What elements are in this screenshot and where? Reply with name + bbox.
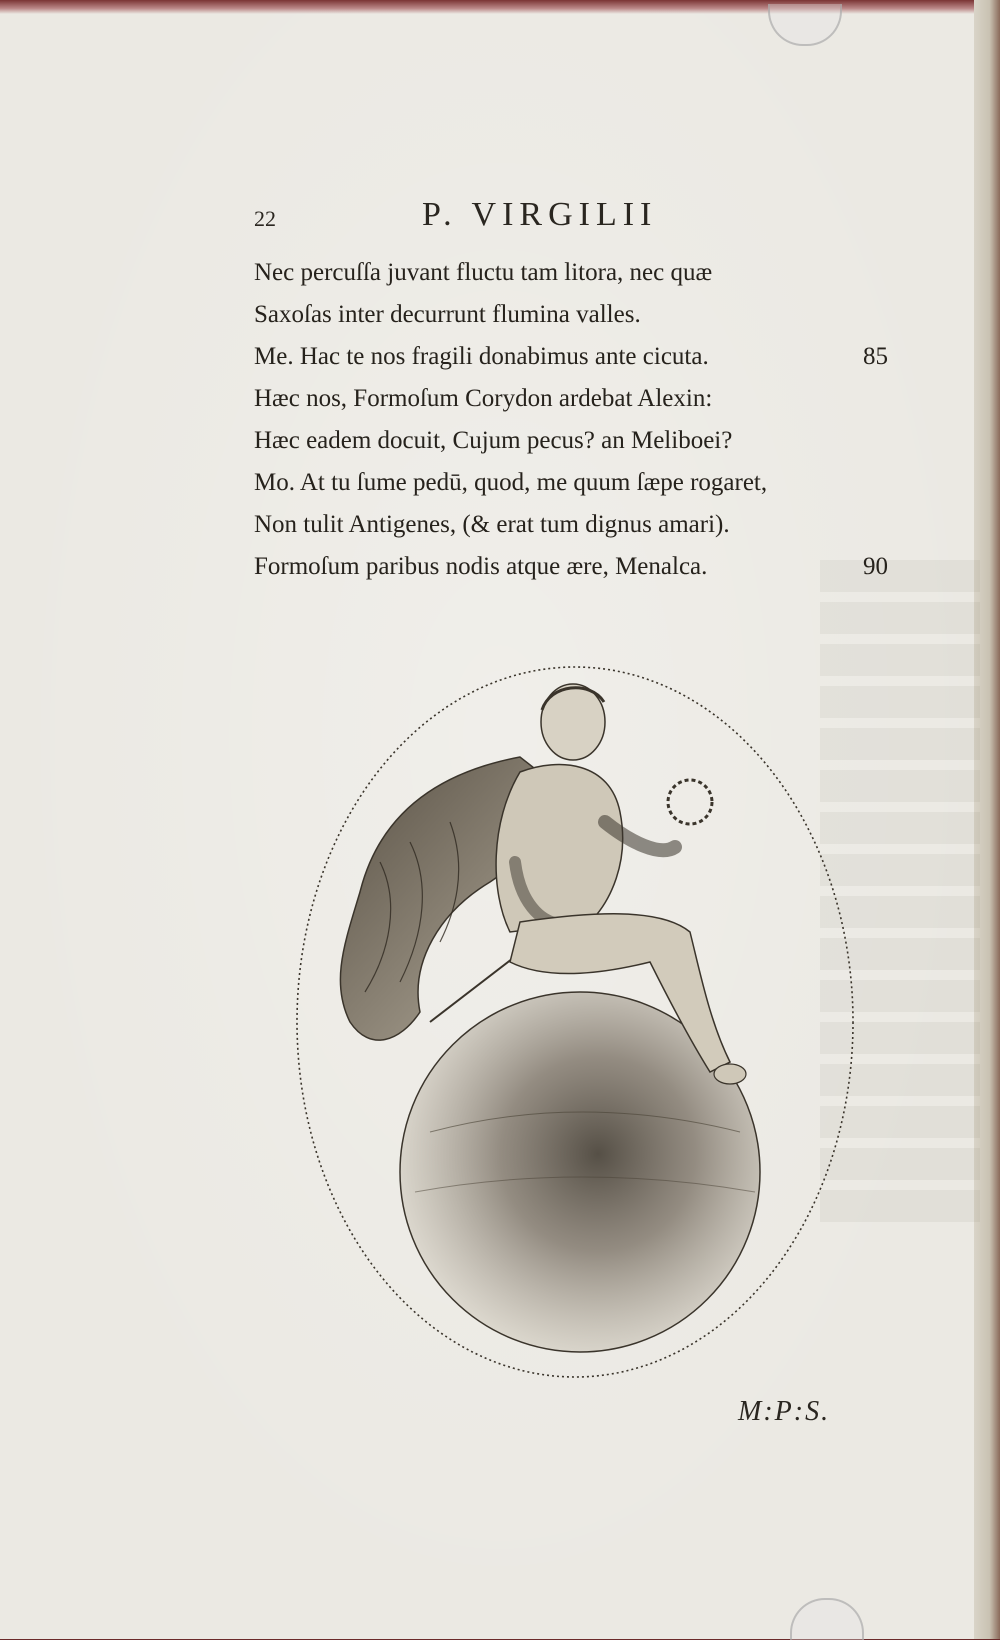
oval-engraving <box>290 662 860 1382</box>
page-clip-top <box>768 4 842 46</box>
verse-line <box>254 252 894 294</box>
verse-line <box>254 462 894 504</box>
wreath-in-hand <box>668 780 712 824</box>
verse-text: Formoſum paribus nodis atque ære, Menalca. <box>254 553 708 580</box>
running-title: P. VIRGILII <box>422 196 658 233</box>
figure-foot <box>714 1064 746 1084</box>
page-top-edge <box>0 0 1000 14</box>
verse-line <box>254 336 894 378</box>
verse-line <box>254 420 894 462</box>
verse-text: Hæc nos, Formoſum Corydon ardebat Alexin: <box>254 385 713 412</box>
page-clip-bottom <box>790 1598 864 1640</box>
figure-torso <box>496 765 623 932</box>
verse-block <box>254 252 894 588</box>
verse-number: 85 <box>863 343 888 370</box>
page-header <box>254 196 874 240</box>
engraver-monogram: M:P:S. <box>738 1396 831 1427</box>
verse-line <box>254 546 894 588</box>
verse-text: Hæc eadem docuit, Cujum pecus? an Meliboei? <box>254 427 733 454</box>
verse-text: Non tulit Antigenes, (& erat tum dignus amari). <box>254 511 730 538</box>
verse-text: Mo. At tu ſume pedū, quod, me quum ſæpe rogaret, <box>254 469 768 496</box>
verse-line <box>254 294 894 336</box>
verse-line <box>254 504 894 546</box>
verse-text: Me. Hac te nos fragili donabimus ante cicuta. <box>254 343 709 370</box>
verse-number: 90 <box>863 553 888 580</box>
verse-text: Nec percuſſa juvant fluctu tam litora, nec quæ <box>254 259 713 286</box>
verse-text: Saxoſas inter decurrunt flumina valles. <box>254 301 641 328</box>
verse-line <box>254 378 894 420</box>
page-number: 22 <box>254 206 276 231</box>
